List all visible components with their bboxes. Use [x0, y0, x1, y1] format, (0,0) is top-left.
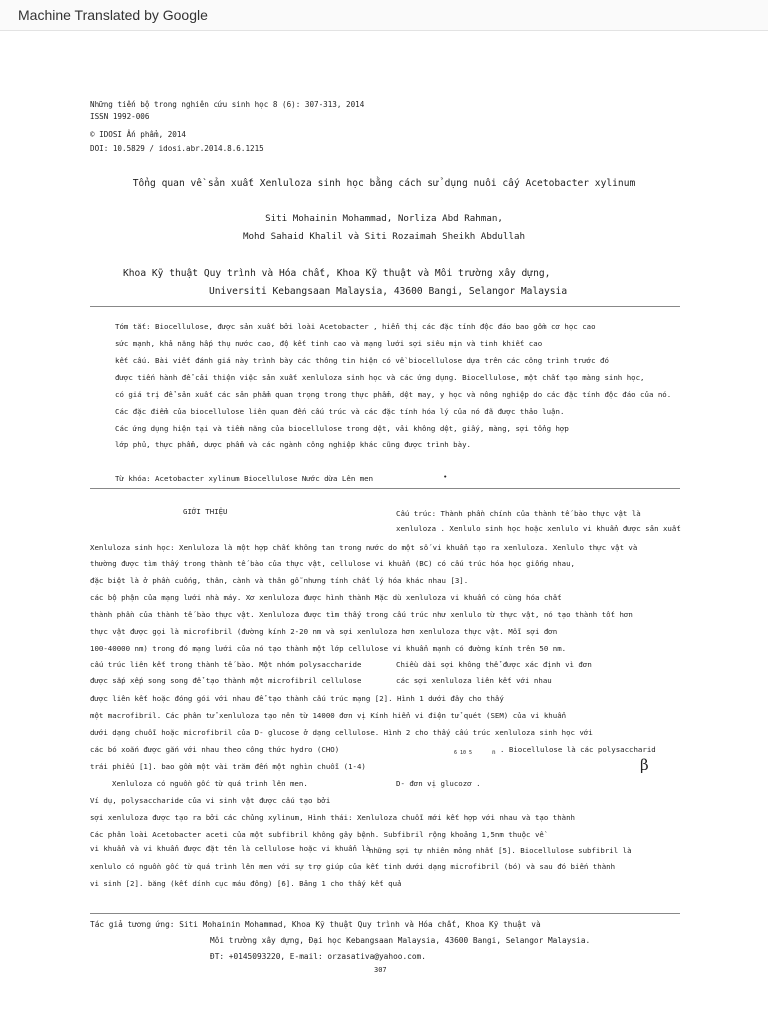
abstract-line: lớp phủ, thực phẩm, dược phẩm và các ngành công nghiệp khác cũng được trình bày.: [115, 440, 471, 449]
body-line-right: Chiều dài sợi không thể được xác định vì đơn: [396, 660, 592, 669]
body-line: các bộ phận của mạng lưới nhà máy. Xơ xenluloza được hình thành Mặc dù xenluloza vi khuẩn có cùng hóa chất: [90, 593, 562, 602]
copyright: © IDOSI Ấn phẩm, 2014: [90, 130, 187, 139]
affiliation-line-2: Universiti Kebangsaan Malaysia, 43600 Bangi, Selangor Malaysia: [209, 286, 568, 297]
body-line: sợi xenluloza được tạo ra bởi các chủng xylinum, Hình thái: Xenluloza chuỗi mới kết hợp với nhau và tạo thành: [90, 813, 575, 822]
right-col-line: xenluloza . Xenlulo sinh học hoặc xenlulo vi khuẩn được sản xuất: [396, 524, 681, 533]
abstract-line: được tiến hành để cải thiện việc sản xuất xenluloza sinh học và các ứng dụng. Biocellulose, một chất tạo màng sinh học,: [115, 373, 645, 382]
body-line-left: được sắp xếp song song để tạo thành một microfibril cellulose: [90, 676, 362, 685]
body-line: đặc biệt là ở phần cuống, thân, cành và thân gỗ nhưng tính chất lý hóa khác nhau [3].: [90, 576, 469, 585]
abstract-line: sức mạnh, khả năng hấp thụ nước cao, độ kết tinh cao và mạng lưới sợi siêu mịn và tinh khiết cao: [115, 339, 543, 348]
body-line: thường được tìm thấy trong thành tế bào của thực vật, cellulose vi khuẩn (BC) có cấu trúc hóa học giống nhau,: [90, 559, 575, 568]
body-line: vi sinh [2]. băng (kết dính cục máu đông) [6]. Bảng 1 cho thấy kết quả: [90, 879, 402, 888]
body-line: dưới dạng chuỗi hoặc microfibril của D- glucose ở dạng cellulose. Hình 2 cho thấy cấu trúc xenluloza sinh học với: [90, 728, 593, 737]
abstract-line: Các ứng dụng hiện tại và tiềm năng của biocellulose trong dệt, vải không dệt, giấy, màng, sợi tổng hợp: [115, 424, 569, 433]
body-line: được liên kết hoặc đóng gói với nhau để tạo thành cấu trúc mạng [2]. Hình 1 dưới đây cho thấy: [90, 694, 504, 703]
body-line: 100-40000 nm) trong đó mạng lưới của nó tạo thành một lớp cellulose vi khuẩn mạnh có đường kính trên 50 nm.: [90, 644, 567, 653]
body-line-left: cấu trúc liên kết trong thành tế bào. Một nhóm polysaccharide: [90, 660, 362, 669]
formula-n: n: [492, 749, 496, 756]
intro-heading: GIỚI THIỆU: [183, 507, 228, 516]
footnote-rule: [90, 913, 680, 914]
body-line-left: Xenluloza có nguồn gốc từ quá trình lên men.: [112, 779, 308, 788]
affiliation-line-1: Khoa Kỹ thuật Quy trình và Hóa chất, Khoa Kỹ thuật và Môi trường xây dựng,: [123, 268, 551, 279]
abstract-bottom-rule: [90, 488, 680, 489]
authors-line-1: Siti Mohainin Mohammad, Norliza Abd Rahman,: [265, 213, 503, 224]
paper-title: Tổng quan về sản xuất Xenluloza sinh học bằng cách sử dụng nuôi cấy Acetobacter xylinum: [132, 178, 636, 189]
beta-symbol: β: [640, 756, 649, 774]
keywords: Từ khóa: Acetobacter xylinum Biocellulose Nước dừa Lên men: [115, 474, 374, 483]
body-line-left: vi khuẩn và vi khuẩn được đặt tên là cellulose hoặc vi khuẩn là: [90, 844, 371, 853]
abstract-line: Tóm tắt: Biocellulose, được sản xuất bởi loài Acetobacter , hiển thị các đặc tính độc đáo bao gồm cơ học cao: [115, 322, 596, 331]
body-line: thành phần của thành tế bào thực vật. Xenluloza được tìm thấy trong cấu trúc như xenlulo từ thực vật, nó tạo thành tốt hơn: [90, 610, 633, 619]
body-line: một macrofibril. Các phân tử xenluloza tạo nên từ 14000 đơn vị Kính hiển vi điện tử quét (SEM) của vi khuẩn: [90, 711, 567, 720]
body-line-right: các sợi xenluloza liên kết với nhau: [396, 676, 552, 685]
body-line: xenlulo có nguồn gốc từ quá trình lên men với sự trợ giúp của kết tinh dưới dạng microfibril (bó) và sau đó biến thành: [90, 862, 616, 871]
banner-text: Machine Translated by Google: [18, 7, 208, 23]
formula-subscript: 6 10 5: [454, 750, 473, 756]
authors-line-2: Mohd Sahaid Khalil và Siti Rozaimah Sheikh Abdullah: [242, 231, 526, 242]
body-line: các bó xoắn được gắn với nhau theo công thức hydro (CHO): [90, 745, 340, 754]
footnote-line: Tác giả tương ứng: Siti Mohainin Mohammad, Khoa Kỹ thuật Quy trình và Hóa chất, Khoa Kỹ thuật và: [90, 920, 541, 929]
abstract-line: kết cấu. Bài viết đánh giá này trình bày các thông tin hiện có về biocellulose dựa trên các công trình trước đó: [115, 356, 609, 365]
page-number: 307: [374, 966, 387, 974]
abstract-top-rule: [90, 306, 680, 307]
body-line: Ví dụ, polysaccharide của vi sinh vật được cấu tạo bởi: [90, 796, 331, 805]
translation-banner: [0, 0, 768, 31]
body-line-right: D- đơn vị glucozơ .: [396, 779, 481, 788]
body-line: thực vật được gọi là microfibril (đường kính 2-20 nm và sợi xenluloza hơn xenluloza thực vật. Mỗi sợi đơn: [90, 627, 558, 636]
keywords-bullet: •: [443, 472, 448, 481]
body-line: Các phân loài Acetobacter aceti của một subfibril không gây bệnh. Subfibril rộng khoảng 1,5nm thuộc về: [90, 830, 544, 839]
body-line: trái phiếu [1]. bao gồm một vài trăm đến một nghìn chuỗi (1-4): [90, 762, 366, 771]
body-line-right: . Biocellulose là các polysaccharid: [500, 745, 656, 754]
footnote-line: Môi trường xây dựng, Đại học Kebangsaan Malaysia, 43600 Bangi, Selangor Malaysia.: [210, 936, 591, 945]
abstract-line: có giá trị để sản xuất các sản phẩm quan trọng trong thực phẩm, dệt may, y học và nông nghiệp do các đặc tính độc đáo của nó.: [115, 390, 672, 399]
footnote-line: ĐT: +0145093220, E-mail: orzasativa@yahoo.com.: [210, 952, 426, 961]
body-line: Xenluloza sinh học: Xenluloza là một hợp chất không tan trong nước do một số vi khuẩn tạo ra xenluloza. Xenlulo thực vật và: [90, 543, 638, 552]
right-col-line: Cấu trúc: Thành phần chính của thành tế bào thực vật là: [396, 509, 641, 518]
abstract-line: Các đặc điểm của biocellulose liên quan đến cấu trúc và các đặc tính hóa lý của nó đã được thảo luận.: [115, 407, 565, 416]
doi: DOI: 10.5829 / idosi.abr.2014.8.6.1215: [90, 144, 264, 153]
body-line-right: những sợi tự nhiên mỏng nhất [5]. Biocellulose subfibril là: [369, 846, 632, 855]
journal-citation: Những tiến bộ trong nghiên cứu sinh học 8 (6): 307-313, 2014: [90, 100, 365, 109]
issn: ISSN 1992-006: [90, 112, 150, 121]
